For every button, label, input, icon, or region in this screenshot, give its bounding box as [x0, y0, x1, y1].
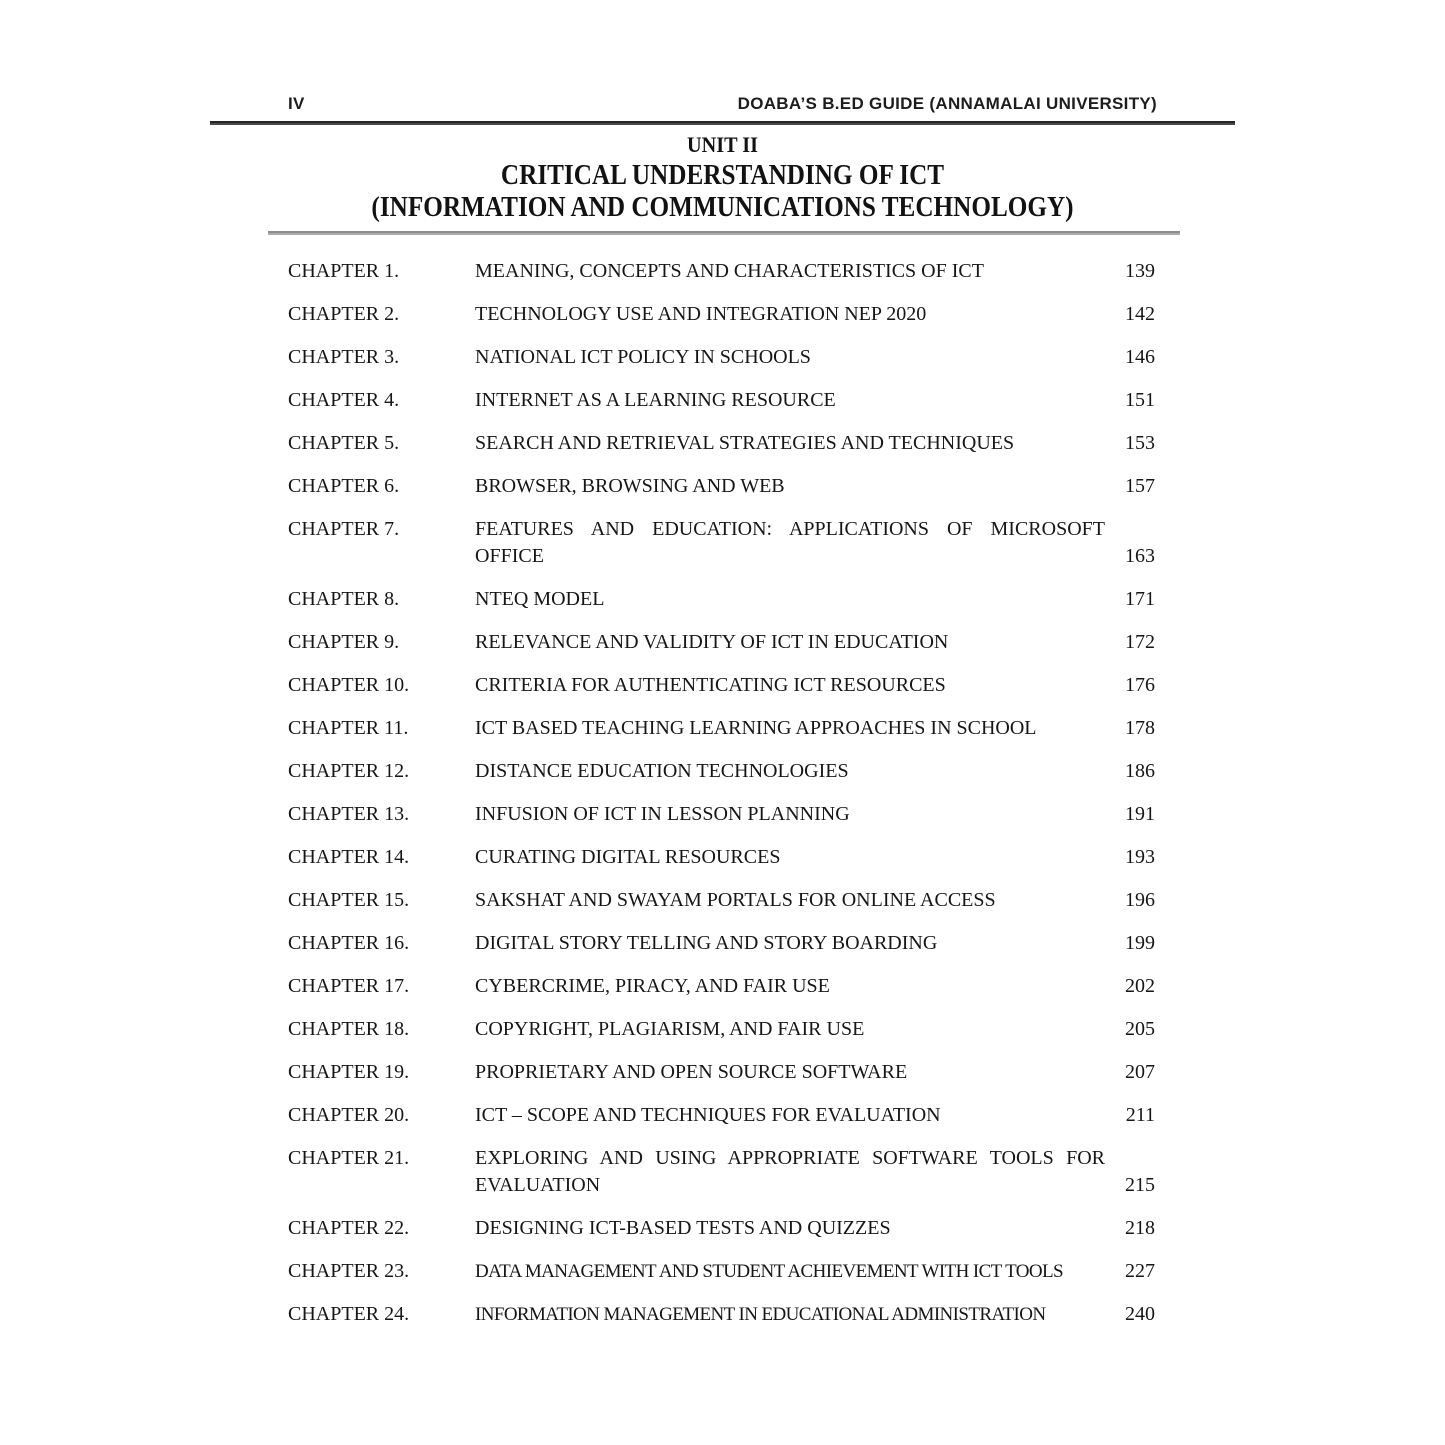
chapter-label: CHAPTER 19. [288, 1061, 410, 1083]
toc-row [288, 1258, 1155, 1285]
chapter-page-number: 186 [1125, 760, 1155, 782]
chapter-label: CHAPTER 6. [288, 475, 400, 497]
chapter-title: NTEQ MODEL [475, 588, 605, 610]
toc-row [288, 887, 1155, 914]
header-divider-rule [210, 121, 1235, 125]
toc-row [288, 1059, 1155, 1086]
chapter-title: SAKSHAT AND SWAYAM PORTALS FOR ONLINE ACCESS [475, 889, 996, 911]
toc-row [288, 1215, 1155, 1242]
chapter-label: CHAPTER 2. [288, 303, 400, 325]
toc-row [288, 1301, 1155, 1328]
toc-row [288, 930, 1155, 957]
toc-row [288, 1145, 1155, 1199]
chapter-label: CHAPTER 23. [288, 1260, 410, 1282]
chapter-title: SEARCH AND RETRIEVAL STRATEGIES AND TECHNIQUES [475, 432, 1015, 454]
chapter-label: CHAPTER 24. [288, 1303, 410, 1325]
unit-label: UNIT II [686, 132, 759, 157]
chapter-page-number: 163 [1125, 545, 1155, 567]
chapter-title: CRITERIA FOR AUTHENTICATING ICT RESOURCES [475, 674, 946, 696]
chapter-label: CHAPTER 16. [288, 932, 410, 954]
chapter-title: TECHNOLOGY USE AND INTEGRATION NEP 2020 [475, 303, 927, 325]
chapter-title: NATIONAL ICT POLICY IN SCHOOLS [475, 346, 811, 368]
chapter-page-number: 227 [1125, 1260, 1155, 1282]
chapter-label: CHAPTER 10. [288, 674, 410, 696]
chapter-page-number: 139 [1125, 260, 1155, 282]
chapter-title: DATA MANAGEMENT AND STUDENT ACHIEVEMENT WITH ICT TOOLS [475, 1261, 1063, 1282]
chapter-page-number: 218 [1125, 1217, 1155, 1239]
chapter-page-number: 191 [1125, 803, 1155, 825]
chapter-label: CHAPTER 20. [288, 1104, 410, 1126]
toc-row [288, 844, 1155, 871]
chapter-page-number: 172 [1125, 631, 1155, 653]
chapter-title: COPYRIGHT, PLAGIARISM, AND FAIR USE [475, 1018, 865, 1040]
chapter-page-number: 193 [1125, 846, 1155, 868]
chapter-page-number: 199 [1125, 932, 1155, 954]
toc-row [288, 430, 1155, 457]
toc-row [288, 715, 1155, 742]
toc-row [288, 973, 1155, 1000]
chapter-label: CHAPTER 17. [288, 975, 410, 997]
page-content [210, 0, 1235, 1344]
chapter-page-number: 196 [1125, 889, 1155, 911]
chapter-page-number: 157 [1125, 475, 1155, 497]
chapter-page-number: 202 [1125, 975, 1155, 997]
toc-row [288, 586, 1155, 613]
chapter-page-number: 142 [1125, 303, 1155, 325]
chapter-page-number: 153 [1125, 432, 1155, 454]
chapter-page-number: 211 [1125, 1104, 1155, 1126]
chapter-page-number: 205 [1125, 1018, 1155, 1040]
chapter-title: ICT – SCOPE AND TECHNIQUES FOR EVALUATION [475, 1104, 941, 1126]
toc-row [288, 301, 1155, 328]
toc-row [288, 258, 1155, 285]
chapter-label: CHAPTER 18. [288, 1018, 410, 1040]
chapter-page-number: 178 [1125, 717, 1155, 739]
chapter-label: CHAPTER 22. [288, 1217, 410, 1239]
chapter-label: CHAPTER 14. [288, 846, 410, 868]
chapter-label: CHAPTER 3. [288, 346, 400, 368]
table-of-contents [210, 235, 1235, 1328]
chapter-page-number: 146 [1125, 346, 1155, 368]
chapter-page-number: 215 [1125, 1174, 1155, 1196]
chapter-title: INFUSION OF ICT IN LESSON PLANNING [475, 803, 850, 825]
running-header [210, 0, 1235, 121]
chapter-title: PROPRIETARY AND OPEN SOURCE SOFTWARE [475, 1061, 908, 1083]
chapter-title: EXPLORING AND USING APPROPRIATE SOFTWARE TOOLS FOR EVALUATION [475, 1147, 1105, 1196]
chapter-page-number: 171 [1125, 588, 1155, 610]
chapter-label: CHAPTER 21. [288, 1147, 410, 1169]
folio-page-number: IV [288, 94, 305, 113]
running-header-title: DOABA’S B.ED GUIDE (ANNAMALAI UNIVERSITY) [737, 94, 1157, 113]
toc-row [288, 801, 1155, 828]
chapter-label: CHAPTER 5. [288, 432, 400, 454]
chapter-title: DISTANCE EDUCATION TECHNOLOGIES [475, 760, 849, 782]
toc-row [288, 1102, 1155, 1129]
toc-row [288, 387, 1155, 414]
chapter-label: CHAPTER 11. [288, 717, 409, 739]
chapter-label: CHAPTER 1. [288, 260, 400, 282]
chapter-title: BROWSER, BROWSING AND WEB [475, 475, 785, 497]
toc-row [288, 672, 1155, 699]
chapter-title: DESIGNING ICT-BASED TESTS AND QUIZZES [475, 1217, 891, 1239]
chapter-title: MEANING, CONCEPTS AND CHARACTERISTICS OF ICT [475, 260, 984, 282]
toc-row [288, 473, 1155, 500]
toc-row [288, 1016, 1155, 1043]
chapter-page-number: 151 [1125, 389, 1155, 411]
chapter-label: CHAPTER 7. [288, 518, 400, 540]
toc-row [288, 344, 1155, 371]
chapter-title: RELEVANCE AND VALIDITY OF ICT IN EDUCATION [475, 631, 949, 653]
chapter-page-number: 207 [1125, 1061, 1155, 1083]
toc-row [288, 629, 1155, 656]
chapter-title: CURATING DIGITAL RESOURCES [475, 846, 781, 868]
chapter-page-number: 176 [1125, 674, 1155, 696]
unit-title: CRITICAL UNDERSTANDING OF ICT [500, 160, 945, 191]
chapter-title: INTERNET AS A LEARNING RESOURCE [475, 389, 836, 411]
chapter-label: CHAPTER 12. [288, 760, 410, 782]
toc-row [288, 516, 1155, 570]
unit-subtitle: (INFORMATION AND COMMUNICATIONS TECHNOLOGY) [371, 192, 1074, 223]
chapter-title: CYBERCRIME, PIRACY, AND FAIR USE [475, 975, 830, 997]
chapter-label: CHAPTER 4. [288, 389, 400, 411]
unit-heading-block [210, 132, 1235, 224]
chapter-label: CHAPTER 9. [288, 631, 400, 653]
chapter-title: ICT BASED TEACHING LEARNING APPROACHES IN SCHOOL [475, 717, 1037, 739]
chapter-page-number: 240 [1125, 1303, 1155, 1325]
chapter-title: DIGITAL STORY TELLING AND STORY BOARDING [475, 932, 938, 954]
chapter-label: CHAPTER 8. [288, 588, 400, 610]
chapter-label: CHAPTER 15. [288, 889, 410, 911]
toc-row [288, 758, 1155, 785]
chapter-title: FEATURES AND EDUCATION: APPLICATIONS OF MICROSOFT OFFICE [475, 518, 1105, 567]
chapter-title: INFORMATION MANAGEMENT IN EDUCATIONAL ADMINISTRATION [475, 1304, 1046, 1325]
chapter-label: CHAPTER 13. [288, 803, 410, 825]
